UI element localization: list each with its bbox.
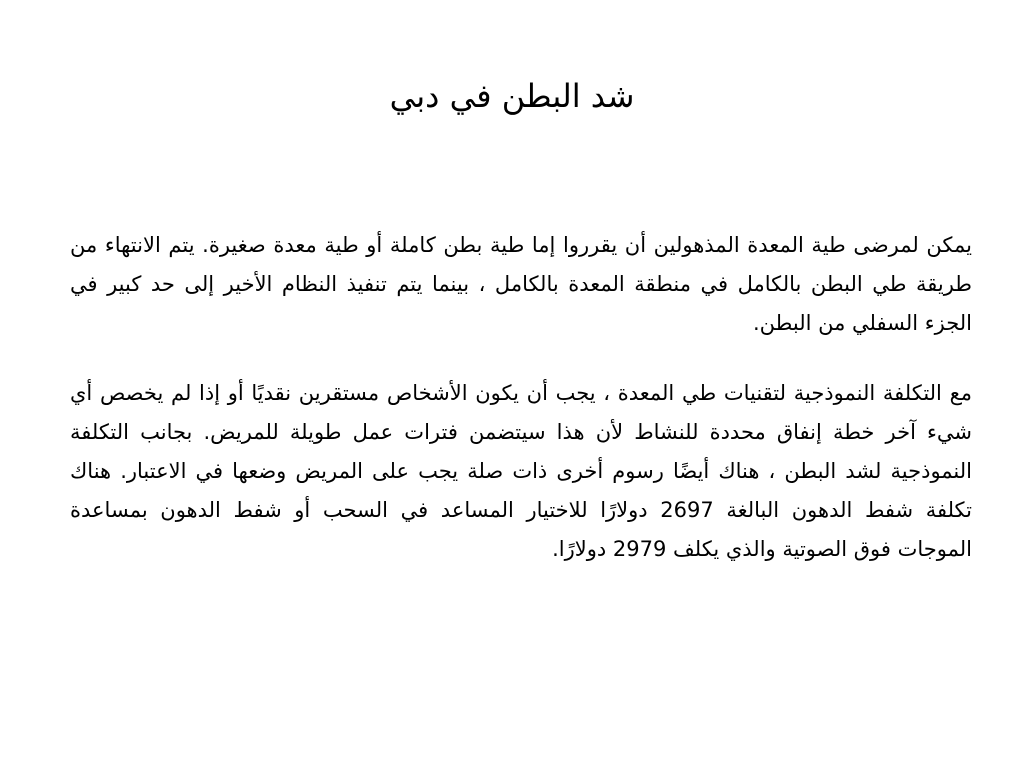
slide-title: شد البطن في دبي (389, 77, 635, 115)
body-paragraph-1: يمكن لمرضى طية المعدة المذهولين أن يقرروا إما طية بطن كاملة أو طية معدة صغيرة. يتم الانتهاء من طريقة طي البطن بالكامل في منطقة المعدة بالكامل ، بينما يتم تنفيذ النظام الأخير إلى حد كبير في الجزء السفلي من البطن. (70, 233, 972, 335)
slide-body (70, 226, 972, 569)
body-paragraph-2: مع التكلفة النموذجية لتقنيات طي المعدة ، يجب أن يكون الأشخاص مستقرين نقديًا أو إذا لم يخصص أي شيء آخر خطة إنفاق محددة للنشاط لأن هذا سيتضمن فترات عمل طويلة للمريض. بجانب التكلفة النموذجية لشد البطن ، هناك أيضًا رسوم أخرى ذات صلة يجب على المريض وضعها في الاعتبار. هناك تكلفة شفط الدهون البالغة 2697 دولارًا للاختيار المساعد في السحب أو شفط الدهون بمساعدة الموجات فوق الصوتية والذي يكلف 2979 دولارًا. (70, 381, 972, 561)
